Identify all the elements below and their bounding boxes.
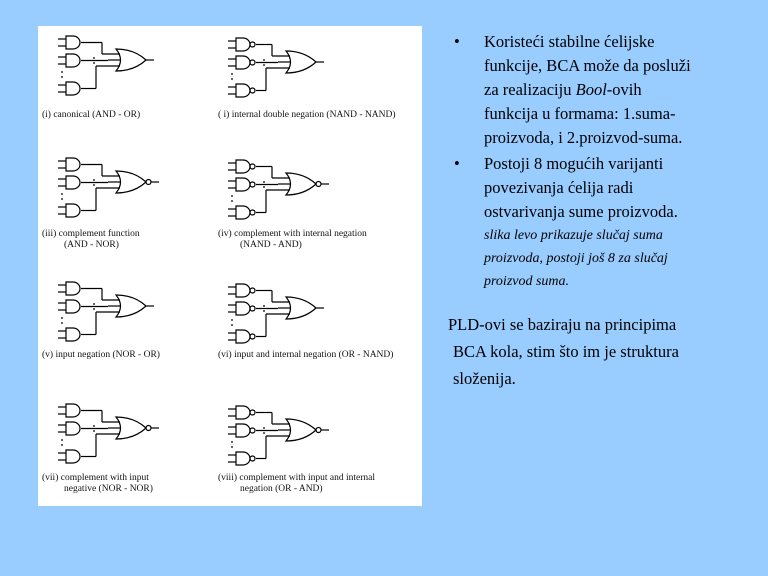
and-gate-symbol [236, 206, 250, 219]
and-gate-symbol [66, 82, 80, 95]
or-gate-symbol [116, 417, 146, 439]
and-gate-symbol [66, 300, 80, 313]
caption-i: (i) canonical (AND - OR) [42, 110, 141, 120]
or-gate-symbol [286, 297, 316, 319]
or-gate-symbol [286, 419, 316, 441]
caption-iii: (iii) complement function (AND - NOR) [42, 229, 140, 250]
inversion-bubble [250, 410, 255, 415]
and-gate-symbol [236, 406, 250, 419]
and-gate-symbol [66, 282, 80, 295]
inversion-bubble [250, 182, 255, 187]
and-gate-symbol [236, 56, 250, 69]
inversion-bubble [250, 88, 255, 93]
and-gate-symbol [66, 404, 80, 417]
bool-word: Bool [575, 80, 607, 99]
or-gate-symbol [286, 173, 316, 195]
slide-text [448, 30, 760, 392]
and-gate-symbol [66, 328, 80, 341]
and-gate-symbol [236, 284, 250, 297]
and-gate-symbol [236, 178, 250, 191]
and-gate-symbol [66, 36, 80, 49]
and-gate-symbol [66, 450, 80, 463]
bullet-dot: • [454, 154, 460, 173]
and-gate-symbol [66, 422, 80, 435]
caption-iv: (iv) complement with internal negation (NAND - AND) [218, 229, 367, 250]
and-gate-symbol [66, 54, 80, 67]
circuit-figure [38, 26, 422, 506]
or-gate-symbol [116, 295, 146, 317]
bullet-dot: • [454, 32, 460, 51]
caption-vii: (vii) complement with input negative (NOR - NOR) [42, 473, 153, 494]
or-gate-symbol [116, 171, 146, 193]
inversion-bubble [250, 60, 255, 65]
bullet-2: • Postoji 8 mogućih varijanti povezivanja ćelija radi ostvarivanja sume proizvoda. [454, 154, 678, 221]
inversion-bubble [250, 456, 255, 461]
inversion-bubble [250, 288, 255, 293]
and-gate-symbol [66, 204, 80, 217]
and-gate-symbol [236, 302, 250, 315]
or-gate-symbol [286, 51, 316, 73]
inversion-bubble [250, 334, 255, 339]
and-gate-symbol [236, 160, 250, 173]
and-gate-symbol [66, 158, 80, 171]
inversion-bubble [250, 306, 255, 311]
and-gate-symbol [236, 330, 250, 343]
caption-vi: (vi) input and internal negation (OR - NAND) [218, 350, 394, 360]
and-gate-symbol [66, 176, 80, 189]
inversion-bubble [250, 42, 255, 47]
inversion-bubble [250, 210, 255, 215]
caption-viii: (viii) complement with input and internal negation (OR - AND) [218, 473, 375, 494]
circuit-diagrams [38, 26, 422, 506]
and-gate-symbol [236, 424, 250, 437]
and-gate-symbol [236, 452, 250, 465]
inversion-bubble [250, 164, 255, 169]
and-gate-symbol [236, 84, 250, 97]
bullet-1: • Koristeći stabilne ćelijske funkcije, BCA može da posluži za realizaciju Bool-ovih funkcija u formama: 1.suma- proizvoda, i 2.proizvod-suma. [454, 32, 691, 147]
inversion-bubble [250, 428, 255, 433]
caption-v: (v) input negation (NOR - OR) [42, 350, 160, 360]
pld-paragraph: PLD-ovi se baziraju na principima BCA kola, stim što im je struktura složenija. [448, 315, 679, 388]
and-gate-symbol [236, 38, 250, 51]
figure-note: slika levo prikazuje slučaj suma proizvoda, postoji još 8 za slučaj proizvod suma. [484, 228, 668, 289]
or-gate-symbol [116, 49, 146, 71]
caption-ii: ( i) internal double negation (NAND - NAND) [218, 110, 396, 120]
